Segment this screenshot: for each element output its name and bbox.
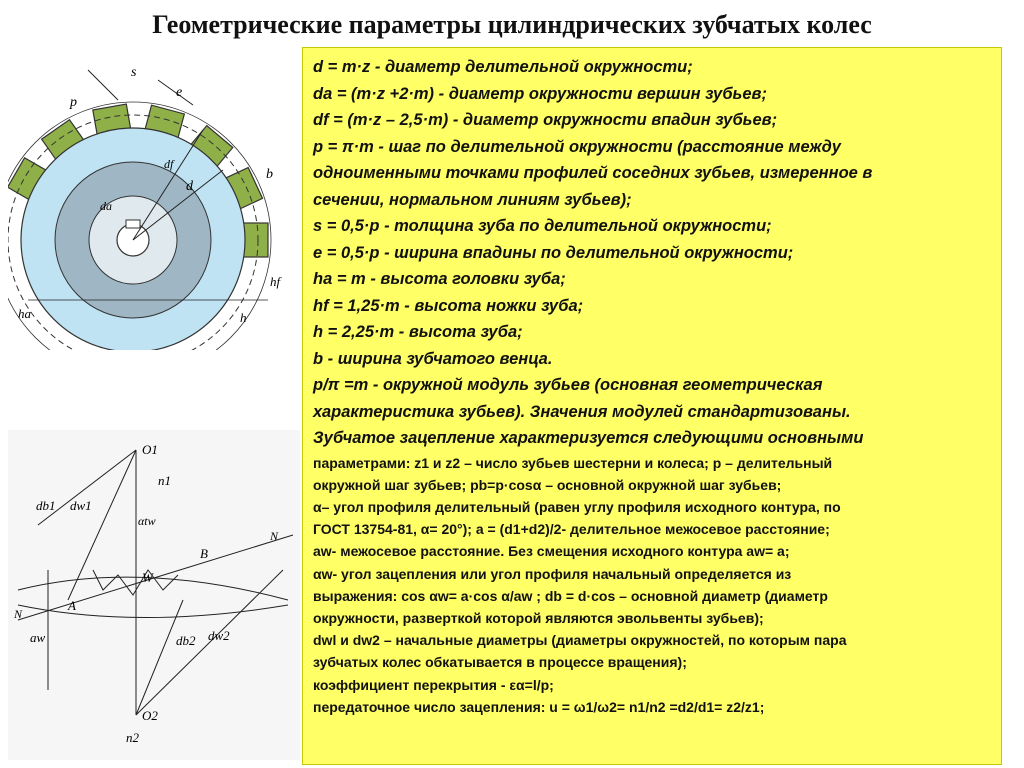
line-meshing-heading: Зубчатое зацепление характеризуется следующими основными xyxy=(313,429,864,447)
label-B: B xyxy=(200,546,208,561)
line-tooth-thickness: s = 0,5·p - толщина зуба по делительной окружности; xyxy=(313,217,772,235)
line-tooth-height: h = 2,25·m - высота зуба; xyxy=(313,323,523,341)
formula-panel xyxy=(302,47,1002,765)
line-gear-ratio: передаточное число зацепления: u = ω1/ω2= n1/n2 =d2/d1= z2/z1; xyxy=(313,698,765,715)
label-o2: O2 xyxy=(142,708,158,723)
label-N-right: N xyxy=(270,529,279,543)
line-module-cont: характеристика зубьев). Значения модулей стандартизованы. xyxy=(313,402,851,421)
line-operating-diameters-cont: зубчатых колес обкатывается в процессе вращения); xyxy=(313,654,687,671)
line-meshing-2: окружной шаг зубьев; pb=p·cosα – основной окружной шаг зубьев; xyxy=(313,476,782,493)
gear-meshing-diagram xyxy=(8,430,300,760)
label-h: h xyxy=(240,310,247,325)
line-space-width: e = 0,5·p - ширина впадины по делительной окружности; xyxy=(313,243,794,262)
line-base-diameter-cont: окружности, разверткой которой являются эвольвенты зубьев); xyxy=(313,609,764,626)
line-module: p/π =m - окружной модуль зубьев (основная геометрическая xyxy=(313,376,823,394)
line-tip-diameter: da = (m·z +2·m) - диаметр окружности вершин зубьев; xyxy=(313,84,767,103)
line-center-distance: aw- межосевое расстояние. Без смещения исходного контура aw= a; xyxy=(313,543,790,560)
label-atw: αtw xyxy=(138,514,156,528)
label-s: s xyxy=(131,65,137,80)
label-n2: n2 xyxy=(126,730,139,745)
label-dw2: dw2 xyxy=(208,628,230,643)
line-meshing-1: параметрами: z1 и z2 – число зубьев шестерни и колеса; p – делительный xyxy=(313,454,833,471)
label-W: W xyxy=(142,570,153,585)
line-operating-diameters: dwl и dw2 – начальные диаметры (диаметры окружностей, по которым пара xyxy=(313,632,847,649)
label-p: p xyxy=(70,95,77,110)
label-b: b xyxy=(266,167,273,182)
line-contact-ratio: коэффициент перекрытия - εα=l/p; xyxy=(313,676,554,693)
line-pitch-cont-2: сечении, нормальном линиям зубьев); xyxy=(313,190,632,209)
label-aw: aw xyxy=(30,630,46,645)
page-title: Геометрические параметры цилиндрических зубчатых колес xyxy=(152,10,872,39)
line-pitch: p = π·m - шаг по делительной окружности (расстояние между xyxy=(313,137,841,156)
label-e: e xyxy=(176,85,183,100)
line-addendum: ha = m - высота головки зуба; xyxy=(313,270,566,288)
line-face-width: b - ширина зубчатого венца. xyxy=(313,349,553,368)
line-operating-angle: αw- угол зацепления или угол профиля начальный определяется из xyxy=(313,565,792,582)
label-d: d xyxy=(186,179,193,194)
label-dw1: dw1 xyxy=(70,498,92,513)
label-db1: db1 xyxy=(36,498,56,513)
line-dedendum: hf = 1,25·m - высота ножки зуба; xyxy=(313,296,584,315)
line-pressure-angle: α– угол профиля делительный (равен углу профиля исходного контура, по xyxy=(313,498,841,515)
label-da: da xyxy=(100,199,112,213)
gear-geometry-diagram xyxy=(8,50,300,350)
line-gost: ГОСТ 13754-81, α= 20°); a = (d1+d2)/2- делительное межосевое расстояние; xyxy=(313,521,830,538)
line-pitch-cont-1: одноименными точками профилей соседних зубьев, измеренное в xyxy=(313,164,873,182)
label-df: df xyxy=(164,157,174,171)
label-db2: db2 xyxy=(176,633,196,648)
label-A: A xyxy=(68,598,76,613)
label-o1: O1 xyxy=(142,442,158,457)
line-base-diameter: выражения: cos αw= a·cos α/aw ; db = d·cos – основной диаметр (диаметр xyxy=(313,587,828,604)
label-N-left: N xyxy=(14,607,23,621)
line-pitch-diameter: d = m·z - диаметр делительной окружности; xyxy=(313,58,693,76)
label-ha: ha xyxy=(18,306,31,321)
label-hf: hf xyxy=(270,274,281,289)
line-root-diameter: df = (m·z – 2,5·m) - диаметр окружности впадин зубьев; xyxy=(313,111,778,129)
label-n1: n1 xyxy=(158,473,171,488)
